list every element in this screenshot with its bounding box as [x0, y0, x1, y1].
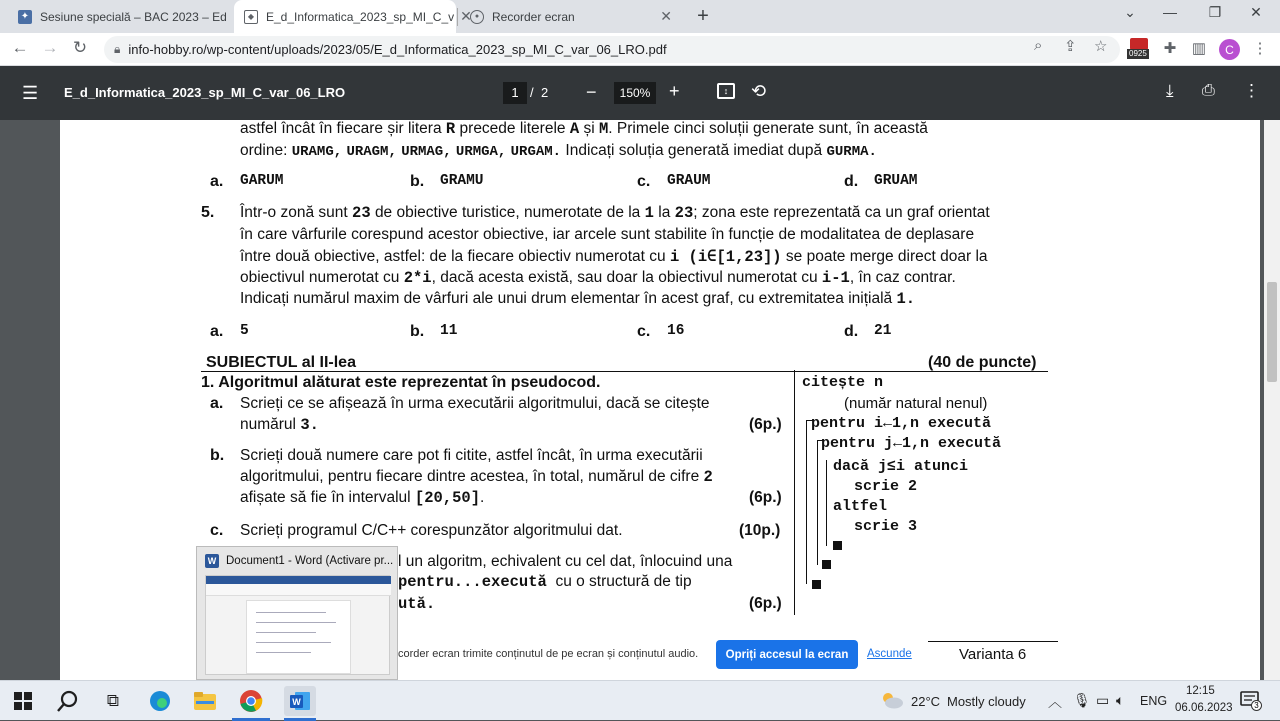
- if-bar: [826, 460, 827, 546]
- pseudocode-box: [794, 370, 1054, 615]
- q5-line5: Indicați numărul maxim de vârfuri ale unui drum elementar în acest graf, cu extremitatea inițială 1.: [240, 290, 916, 308]
- q4-text-line1: astfel încât în fiecare șir litera R precede literele A și M. Primele cinci soluții generate sunt, în această: [240, 120, 928, 138]
- inner-loop-bar: [817, 440, 818, 565]
- zoom-in-icon[interactable]: +: [669, 81, 680, 101]
- tab-title: E_d_Informatica_2023_sp_MI_C_v: [266, 9, 455, 24]
- notifications-icon[interactable]: [1240, 690, 1260, 710]
- option-letter: b.: [410, 173, 425, 190]
- download-icon[interactable]: ⤓: [1166, 81, 1174, 100]
- language-indicator[interactable]: ENG: [1140, 694, 1168, 708]
- browser-menu-icon[interactable]: ⋮: [1252, 40, 1268, 57]
- volume-icon[interactable]: 🔈︎: [1116, 692, 1125, 708]
- pdf-toolbar: [0, 66, 1280, 120]
- option-value: GARUM: [240, 173, 284, 189]
- s2-q1-heading: 1. Algoritmul alăturat este reprezentat în pseudocod.: [201, 374, 601, 391]
- print-icon[interactable]: ⎙: [1202, 82, 1215, 99]
- side-panel-icon[interactable]: ▥: [1191, 40, 1207, 57]
- close-window-button[interactable]: ✕: [1250, 4, 1262, 20]
- option-value: 5: [240, 323, 249, 339]
- variant-label: Varianta 6: [959, 646, 1027, 663]
- subject-points: (40 de puncte): [928, 354, 1037, 371]
- s2-c-line1: Scrieți programul C/C++ corespunzător algoritmului dat.: [240, 522, 623, 539]
- s2-a-line2: numărul 3.: [240, 416, 319, 434]
- pseudo-line-for-i: pentru i←1,n execută: [811, 415, 992, 432]
- option-value: GRUAM: [874, 173, 918, 189]
- extension-recorder-icon[interactable]: [1127, 38, 1151, 60]
- forward-arrow-icon[interactable]: →: [41, 38, 59, 57]
- pdf-sidebar-menu-icon[interactable]: ☰: [22, 83, 39, 103]
- word-taskbar-icon[interactable]: [284, 686, 316, 716]
- tab-title: Recorder ecran: [492, 9, 575, 24]
- tab-divider: [457, 8, 458, 26]
- tab-search-chevron-icon[interactable]: ⌄: [1124, 4, 1136, 20]
- word-icon: W: [205, 554, 219, 568]
- zoom-magnifier-icon[interactable]: ⌕: [1034, 37, 1043, 54]
- screen-share-bar: [398, 632, 928, 676]
- windows-start-icon[interactable]: [10, 689, 36, 713]
- profile-avatar[interactable]: C: [1219, 39, 1240, 60]
- page-total: 2: [541, 85, 549, 100]
- s2-a-line1: Scrieți ce se afișează în urma executării algoritmului, dacă se citește: [240, 395, 710, 412]
- back-arrow-icon[interactable]: ←: [11, 38, 29, 57]
- pseudo-line-comment: (număr natural nenul): [844, 395, 988, 412]
- edge-browser-icon[interactable]: [147, 689, 173, 713]
- pseudo-line-read: citește n: [802, 374, 884, 391]
- weather-cloud-icon[interactable]: [880, 691, 904, 709]
- thumbnail-title-text: Document1 - Word (Activare pr...: [226, 555, 394, 567]
- browser-tab-strip: [0, 0, 1280, 33]
- minimize-button[interactable]: —: [1163, 4, 1177, 20]
- svg-text:W: W: [292, 697, 301, 707]
- s2-c-letter: c.: [210, 522, 224, 539]
- s2-d-line1: l un algoritm, echivalent cu cel dat, înlocuind una: [398, 553, 733, 570]
- q5-line2: în care vârfurile corespund acestor obiective, iar arcele sunt stabilite în funcție de modalitatea de deplasare: [240, 226, 975, 243]
- taskbar-thumbnail-preview[interactable]: [196, 546, 398, 680]
- s2-c-points: (10p.): [739, 522, 781, 539]
- chrome-icon[interactable]: [238, 689, 264, 713]
- rotate-icon[interactable]: ⟲: [751, 81, 767, 101]
- weather-temperature[interactable]: 22°C: [911, 694, 941, 709]
- option-letter: a.: [210, 323, 224, 340]
- browser-toolbar: [0, 33, 1280, 66]
- word-window-preview: [205, 575, 390, 675]
- weather-description[interactable]: Mostly cloudy: [947, 694, 1026, 709]
- url-text: info-hobby.ro/wp-content/uploads/2023/05/E_d_Informatica_2023_sp_MI_C_var_06_LRO.pdf: [128, 42, 667, 57]
- outer-loop-bar: [806, 420, 807, 584]
- page-number-input[interactable]: 1: [503, 82, 527, 104]
- windows-taskbar: [0, 680, 1280, 720]
- lock-icon[interactable]: 🔒︎: [114, 42, 121, 56]
- option-value: 21: [874, 323, 892, 339]
- tab-sesiune-speciala[interactable]: [8, 0, 230, 33]
- option-value: GRAMU: [440, 173, 484, 189]
- s2-d-line3: ută.: [398, 595, 436, 613]
- stop-sharing-button[interactable]: Opriți accesul la ecran: [716, 640, 858, 669]
- s2-b-line1: Scrieți două numere care pot fi citite, astfel încât, în urma executării: [240, 447, 703, 464]
- option-letter: c.: [637, 173, 651, 190]
- q5-number: 5.: [201, 204, 215, 221]
- footer-rule: [920, 641, 1058, 642]
- pdf-more-options-icon[interactable]: ⋮: [1243, 81, 1260, 100]
- extension-badge: 0925: [1129, 49, 1147, 58]
- share-message: corder ecran trimite conținutul de pe ecran și conținutul audio.: [398, 648, 699, 660]
- option-value: 16: [667, 323, 685, 339]
- option-letter: b.: [410, 323, 425, 340]
- site-favicon-icon: ✦: [18, 10, 32, 24]
- tab-recorder-ecran[interactable]: [460, 0, 682, 33]
- zoom-out-icon[interactable]: −: [586, 82, 597, 102]
- option-value: 11: [440, 323, 458, 339]
- q4-text-line2: ordine: URAMG, URAGM, URMAG, URMGA, URGAM. Indicați soluția generată imediat după GURMA.: [240, 142, 877, 160]
- thumbnail-title: [205, 554, 393, 568]
- tray-chevron-icon[interactable]: ︿: [1048, 694, 1062, 710]
- page-separator: /: [530, 85, 534, 100]
- if-end-block: [833, 541, 842, 550]
- notification-count: 3: [1251, 700, 1262, 711]
- tab-title: Sesiune specială – BAC 2023 – Ed: [40, 9, 227, 24]
- option-letter: d.: [844, 173, 859, 190]
- close-tab-icon[interactable]: ✕: [660, 8, 672, 24]
- recorder-favicon-icon: ●: [470, 10, 484, 24]
- q5-line1: Într-o zonă sunt 23 de obiective turistice, numerotate de la 1 la 23; zona este reprezentată ca un graf orientat: [240, 204, 990, 222]
- address-bar[interactable]: [104, 36, 1120, 63]
- s2-d-line2: pentru...execută cu o structură de tip: [398, 573, 692, 591]
- q5-line3: între două obiective, astfel: de la fiecare obiectiv numerotat cu i (i∈[1,23]) se poate merge direct doar la: [240, 248, 988, 266]
- site-favicon-icon: ◆: [244, 10, 258, 24]
- option-letter: d.: [844, 323, 859, 340]
- hide-share-bar-link[interactable]: Ascunde: [867, 648, 912, 660]
- pseudo-line-write-2: scrie 2: [854, 478, 918, 495]
- share-icon[interactable]: ⇪: [1064, 38, 1077, 55]
- zoom-level-input[interactable]: 150%: [614, 82, 656, 104]
- s2-b-letter: b.: [210, 447, 225, 464]
- search-icon[interactable]: [55, 689, 81, 713]
- q5-line4: obiectivul numerotat cu 2*i, dacă acesta există, sau doar la obiectivul numerotat cu i-1, în caz contrar.: [240, 269, 956, 287]
- s2-a-points: (6p.): [749, 416, 782, 433]
- clock-date[interactable]: 06.06.2023: [1175, 702, 1233, 714]
- s2-b-line2: algoritmului, pentru fiecare dintre acestea, în total, numărul de cifre 2: [240, 468, 713, 486]
- inner-loop-end-block: [822, 560, 831, 569]
- file-explorer-icon[interactable]: [192, 689, 218, 713]
- battery-icon[interactable]: ▭: [1096, 692, 1110, 708]
- s2-b-line3: afișate să fie în intervalul [20,50].: [240, 489, 485, 507]
- pseudo-line-for-j: pentru j←1,n execută: [821, 435, 1002, 452]
- s2-b-points: (6p.): [749, 489, 782, 506]
- pdf-title: E_d_Informatica_2023_sp_MI_C_var_06_LRO: [64, 85, 346, 100]
- task-view-icon[interactable]: ⧉: [106, 691, 120, 710]
- microphone-icon[interactable]: 🎙︎: [1073, 692, 1091, 708]
- pdf-scrollbar-thumb[interactable]: [1267, 282, 1277, 382]
- fit-page-icon[interactable]: ↕: [717, 83, 735, 99]
- option-letter: a.: [210, 173, 224, 190]
- option-letter: c.: [637, 323, 651, 340]
- extensions-puzzle-icon[interactable]: ✚: [1163, 40, 1177, 57]
- s2-a-letter: a.: [210, 395, 224, 412]
- s2-d-points: (6p.): [749, 595, 782, 612]
- reload-icon[interactable]: ↻: [72, 38, 88, 57]
- pseudo-line-else: altfel: [833, 498, 888, 515]
- clock-time[interactable]: 12:15: [1186, 685, 1215, 697]
- restore-button[interactable]: ❐: [1208, 4, 1222, 20]
- subject-title: SUBIECTUL al II-lea: [206, 354, 356, 371]
- pdf-scrollbar[interactable]: [1264, 120, 1280, 685]
- pseudo-line-write-3: scrie 3: [854, 518, 918, 535]
- option-value: GRAUM: [667, 173, 711, 189]
- pseudo-line-if: dacă j≤i atunci: [833, 458, 969, 475]
- outer-loop-end-block: [812, 580, 821, 589]
- new-tab-button[interactable]: +: [697, 5, 709, 27]
- bookmark-star-icon[interactable]: ☆: [1094, 38, 1108, 55]
- close-tab-icon[interactable]: ✕: [460, 8, 472, 24]
- tab-pdf-document[interactable]: [234, 0, 472, 33]
